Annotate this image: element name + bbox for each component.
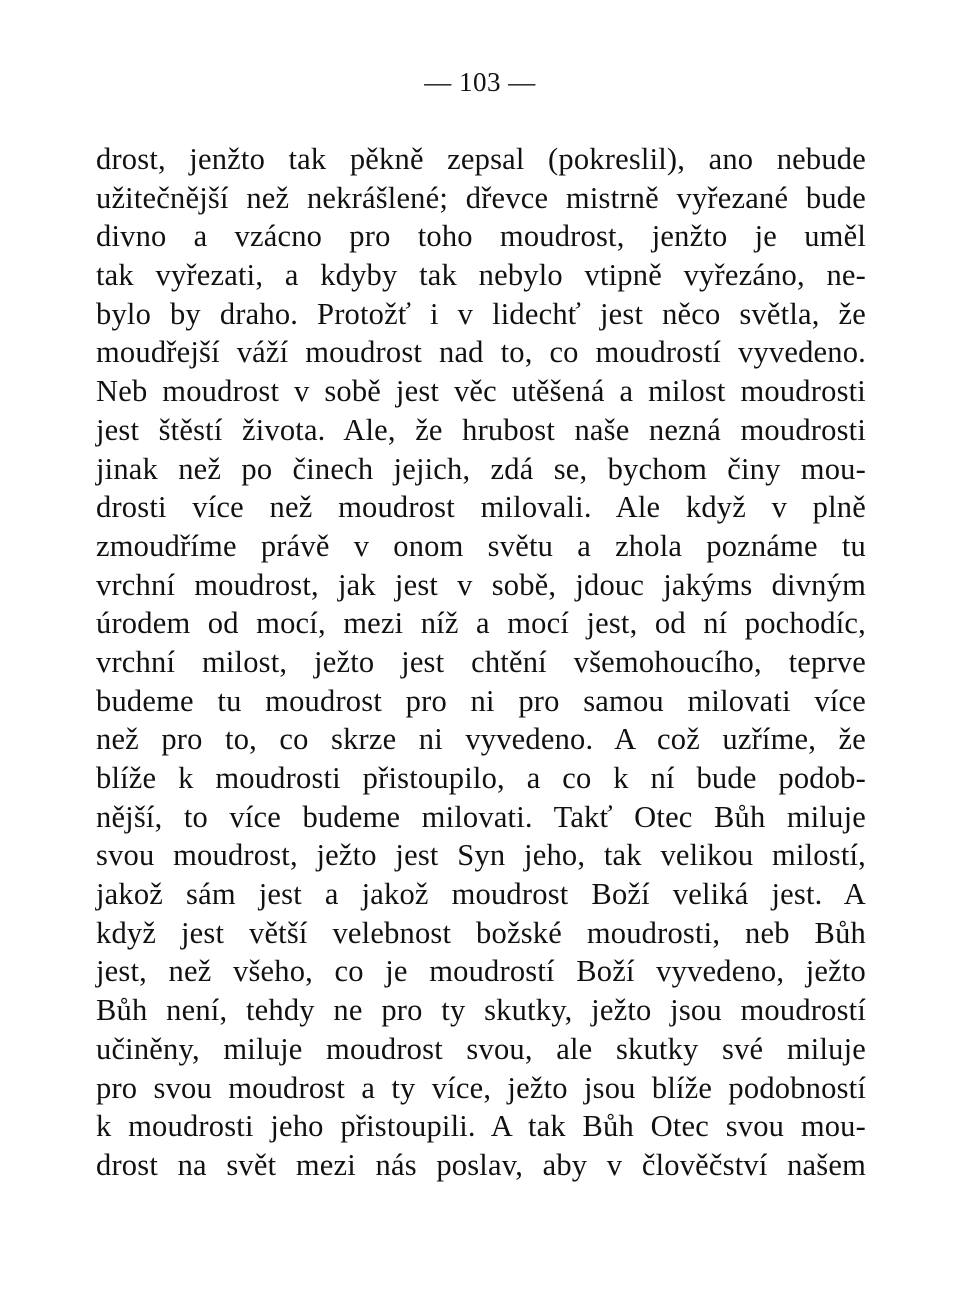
text-line: tak vyřezati, a kdyby tak nebylo vtipně vyřezáno, ne-	[96, 258, 866, 293]
text-line: jest, než všeho, co je moudrostí Boží vyvedeno, ježto	[96, 954, 866, 989]
text-line: úrodem od mocí, mezi níž a mocí jest, od ní pochodíc,	[96, 606, 866, 641]
text-line: než pro to, co skrze ni vyvedeno. A což uzříme, že	[96, 722, 866, 757]
text-line: drosti více než moudrost milovali. Ale když v plně	[96, 490, 866, 525]
text-line: Neb moudrost v sobě jest věc utěšená a milost moudrosti	[96, 374, 866, 409]
text-line: drost, jenžto tak pěkně zepsal (pokreslil), ano nebude	[96, 142, 866, 176]
text-line: drost na svět mezi nás poslav, aby v člověčství našem	[96, 1147, 866, 1182]
text-line: blíže k moudrosti přistoupilo, a co k ní bude podob-	[96, 761, 866, 795]
text-line: budeme tu moudrost pro ni pro samou milovati více	[96, 683, 866, 718]
text-line: jest štěstí života. Ale, že hrubost naše nezná moudrosti	[96, 412, 866, 447]
text-line: bylo by draho. Protožť i v lidechť jest něco světla, že	[96, 296, 866, 331]
text-line: jakož sám jest a jakož moudrost Boží veliká jest. A	[96, 877, 866, 912]
text-line: divno a vzácno pro toho moudrost, jenžto je uměl	[96, 219, 866, 254]
text-line: když jest větší velebnost božské moudrosti, neb Bůh	[96, 915, 866, 950]
text-line: svou moudrost, ježto jest Syn jeho, tak velikou milostí,	[96, 838, 866, 873]
page-number: — 103 —	[424, 67, 536, 97]
text-line: pro svou moudrost a ty více, ježto jsou blíže podobností	[96, 1070, 866, 1105]
text-line: zmoudříme právě v onom světu a zhola poznáme tu	[96, 528, 866, 563]
text-line: k moudrosti jeho přistoupili. A tak Bůh Otec svou mou-	[96, 1109, 866, 1144]
body-text	[96, 140, 866, 1185]
text-line: vrchní moudrost, jak jest v sobě, jdouc jakýms divným	[96, 567, 866, 602]
text-line: nější, to více budeme milovati. Takť Otec Bůh miluje	[96, 799, 866, 834]
text-line: učiněny, miluje moudrost svou, ale skutky své miluje	[96, 1031, 866, 1066]
text-line: Bůh není, tehdy ne pro ty skutky, ježto jsou moudrostí	[96, 993, 866, 1028]
text-line: užitečnější než nekrášlené; dřevce mistrně vyřezané bude	[96, 180, 866, 215]
text-line: vrchní milost, ježto jest chtění všemohoucího, teprve	[96, 644, 866, 679]
text-line: jinak než po činech jejich, zdá se, bychom činy mou-	[96, 451, 866, 486]
text-line: moudřejší váží moudrost nad to, co moudrostí vyvedeno.	[96, 335, 866, 370]
